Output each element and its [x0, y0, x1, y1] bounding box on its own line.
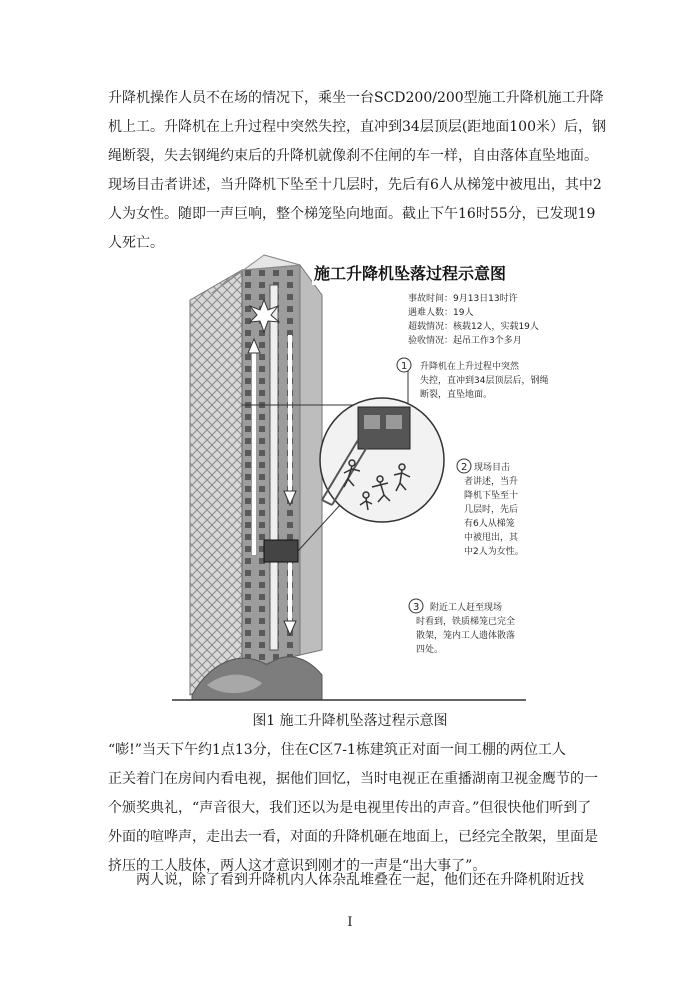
paragraph-3 [108, 866, 600, 895]
text-line: 人死亡。 [108, 235, 164, 251]
svg-text:现场目击: 现场目击 [474, 463, 511, 473]
text-line: 正关着门在房间内看电视，据他们回忆，当时电视正在重播湖南卫视金鹰节的一 [108, 771, 598, 787]
info-block [408, 292, 539, 346]
step-3-number: 3 [413, 602, 420, 613]
text-line: 人为女性。随即一声巨响，整个梯笼坠向地面。截止下午16时55分，已发现19 [108, 206, 596, 222]
text-line: 绳断裂，失去钢绳约束后的升降机就像刹不住闸的车一样，自由落体直坠地面。 [108, 148, 598, 164]
info-line: 验收情况：起吊工作3个多月 [408, 336, 522, 346]
svg-text:失控，直冲到34层顶层后，钢绳: 失控，直冲到34层顶层后，钢绳 [420, 376, 549, 386]
svg-text:散架，笼内工人遗体散落: 散架，笼内工人遗体散落 [416, 631, 516, 641]
svg-text:几层时，先后: 几层时，先后 [464, 505, 519, 515]
text-line: “嘭!”当天下午约1点13分，住在C区7-1栋建筑正对面一间工棚的两位工人 [108, 742, 566, 758]
diagram-illustration [172, 255, 549, 703]
step-1-number: 1 [401, 361, 408, 372]
step-2-number: 2 [461, 462, 468, 473]
text-line: 现场目击者讲述，当升降机下坠至十几层时，先后有6人从梯笼中被甩出，其中2 [108, 177, 602, 193]
svg-text:升降机在上升过程中突然: 升降机在上升过程中突然 [420, 362, 520, 372]
info-line: 超载情况：核载12人，实载19人 [408, 322, 539, 332]
text-line: 个颁奖典礼，“声音很大，我们还以为是电视里传出的声音。”但很快他们听到了 [108, 800, 592, 816]
text-line: 升降机操作人员不在场的情况下，乘坐一台SCD200/200型施工升降机施工升降 [108, 90, 604, 106]
svg-text:者讲述，当升: 者讲述，当升 [464, 477, 519, 487]
text-line: 外面的喧哗声，走出去一看，对面的升降机砸在地面上，已经完全散架，里面是 [108, 829, 598, 845]
accident-diagram [172, 255, 549, 703]
hoist-rail [270, 285, 278, 650]
step-3-text [416, 601, 515, 655]
svg-text:中被甩出，其: 中被甩出，其 [464, 533, 519, 543]
hoist-cage [264, 540, 298, 562]
cage-window [386, 415, 402, 429]
text-line: 机上工。升降机在上升过程中突然失控，直冲到34层顶层(距地面100米）后，钢 [108, 119, 606, 135]
paragraph-1 [108, 84, 606, 258]
step-2-text [464, 461, 524, 557]
paragraph-2 [108, 736, 600, 881]
svg-text:中2人为女性。: 中2人为女性。 [464, 547, 524, 557]
building-left-face [190, 270, 242, 695]
figure-caption: 图1 施工升降机坠落过程示意图 [252, 713, 448, 729]
diagram-title: 施工升降机坠落过程示意图 [314, 264, 507, 283]
svg-text:断裂，直坠地面。: 断裂，直坠地面。 [420, 390, 493, 400]
page-number: I [347, 915, 353, 930]
svg-text:有6人从梯笼: 有6人从梯笼 [464, 519, 515, 529]
cage-window [364, 415, 380, 429]
step-1-text [420, 360, 548, 400]
svg-text:附近工人赶至现场: 附近工人赶至现场 [430, 603, 503, 613]
text-line: 挤压的工人肢体，两人这才意识到刚才的一声是“出大事了”。 [108, 858, 487, 874]
info-line: 遇难人数：19人 [408, 308, 474, 318]
svg-text:降机下坠至十: 降机下坠至十 [464, 491, 519, 501]
svg-text:四处。: 四处。 [416, 645, 444, 655]
text-line: 两人说，除了看到升降机内人体杂乱堆叠在一起，他们还在升降机附近找 [108, 872, 584, 888]
svg-text:时看到，铁质梯笼已完全: 时看到，铁质梯笼已完全 [416, 617, 516, 627]
info-line: 事故时间：9月13日13时许 [408, 294, 518, 304]
